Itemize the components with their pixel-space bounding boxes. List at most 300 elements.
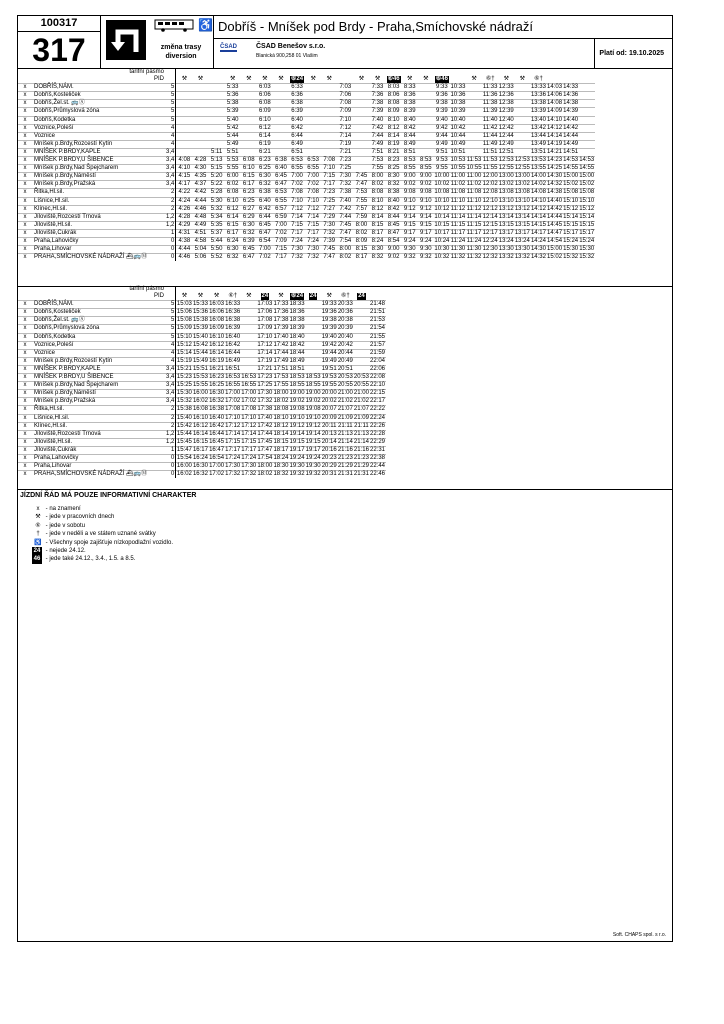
tariff-zone: 3,4 [166, 173, 175, 180]
stop-name: Mníšek p.Brdy,Rozcestí Kytín [32, 140, 166, 148]
marks-row [18, 293, 386, 301]
stop-name: Klínec,Hl.sil. [32, 205, 166, 213]
departure-time: 11:51 [482, 148, 498, 155]
departure-time: 17:12 [257, 341, 273, 348]
trip-mark-cell [305, 293, 321, 301]
departure-time: 8:23 [386, 157, 402, 165]
departure-time [241, 108, 257, 116]
departure-time: 4:28 [176, 213, 193, 221]
departure-time [579, 132, 595, 140]
on-request-mark: x [18, 406, 32, 414]
departure-time [579, 84, 595, 92]
stop-row [18, 100, 595, 108]
departure-time: 8:30 [386, 173, 402, 181]
stop-row [18, 357, 386, 365]
departure-time: 15:14 [563, 213, 579, 220]
stop-row [18, 446, 386, 454]
stop-row [18, 382, 386, 390]
on-request-mark: x [18, 189, 32, 197]
departure-time: 13:55 [530, 165, 546, 172]
trip-mark-cell [482, 76, 498, 84]
departure-time: 8:15 [353, 246, 369, 254]
departure-time: 17:10 [241, 414, 257, 421]
departure-time: 4:24 [176, 197, 193, 205]
departure-time: 6:14 [225, 213, 241, 221]
trip-mark: ⑥† [340, 293, 350, 300]
departure-time: 20:31 [321, 471, 337, 478]
departure-time: 19:36 [321, 309, 337, 316]
trip-mark: 24 [358, 293, 365, 300]
departure-time: 6:40 [273, 165, 289, 173]
departure-time [466, 148, 482, 156]
departure-time [579, 100, 595, 108]
tariff-zone: 0 [166, 454, 176, 462]
tariff-zone: 4 [166, 124, 176, 132]
departure-time: 15:49 [192, 357, 208, 364]
departure-time: 6:12 [225, 205, 241, 213]
trip-mark: 24 [261, 293, 269, 300]
departure-time: 7:00 [289, 173, 305, 181]
departure-time: 7:38 [369, 100, 385, 108]
stop-row [18, 390, 386, 398]
departure-time: 8:51 [402, 148, 418, 156]
departure-time: 22:26 [370, 422, 386, 429]
departure-time: 6:30 [257, 173, 273, 181]
tariff-zone: 5 [166, 309, 176, 317]
blank-cell [18, 293, 32, 301]
departure-time: 4:42 [192, 189, 208, 197]
departure-time: 14:25 [547, 165, 563, 172]
departure-time: 7:12 [305, 205, 321, 213]
departure-time: 6:40 [289, 116, 305, 124]
departure-time: 4:29 [176, 221, 193, 229]
departure-time: 7:08 [337, 100, 353, 108]
trip-mark: ⚒ [181, 293, 188, 300]
departure-time [305, 124, 321, 132]
departure-time: 18:53 [305, 374, 321, 381]
departure-time: 8:53 [402, 157, 418, 165]
tariff-zone: 3,4 [166, 398, 175, 405]
departure-time: 17:40 [273, 333, 289, 340]
departure-time: 16:38 [209, 406, 225, 413]
stop-name: Voznice [32, 132, 166, 140]
trip-mark-cell [176, 293, 193, 301]
departure-time: 17:17 [225, 446, 241, 453]
departure-time: 13:30 [498, 246, 514, 253]
stop-row [18, 471, 386, 479]
departure-time: 5:39 [225, 108, 241, 116]
departure-time: 16:51 [225, 365, 241, 372]
departure-time: 20:02 [321, 398, 337, 405]
departure-time [209, 124, 225, 132]
legend-text: - nejede 24.12. [44, 548, 86, 555]
departure-time: 12:44 [498, 132, 514, 139]
trip-mark-cell [257, 293, 273, 301]
departure-time: 10:10 [434, 197, 450, 204]
departure-time [209, 84, 225, 92]
on-request-mark: x [18, 390, 32, 398]
departure-time [321, 140, 337, 148]
departure-time: 10:17 [434, 229, 450, 236]
departure-time: 6:15 [241, 173, 257, 181]
departure-time [176, 140, 193, 148]
departure-time: 18:00 [257, 463, 273, 470]
on-request-mark: x [18, 349, 32, 357]
departure-time [241, 148, 257, 156]
departure-time: 21:09 [337, 414, 353, 421]
departure-time: 5:35 [209, 221, 225, 229]
stop-name: Jíloviště,Hl.sil. [32, 221, 166, 229]
departure-time: 16:10 [192, 414, 208, 421]
departure-time: 11:30 [466, 246, 482, 253]
departure-time: 17:19 [257, 357, 273, 364]
departure-time: 16:30 [192, 463, 208, 470]
departure-time: 9:02 [418, 181, 434, 189]
stop-row [18, 197, 595, 205]
departure-time: 8:30 [369, 246, 385, 254]
stop-name: Mníšek p.Brdy,Rozcestí Kytín [32, 357, 166, 365]
departure-time: 10:55 [450, 165, 466, 172]
departure-time: 11:08 [450, 189, 466, 196]
departure-time: 6:14 [257, 132, 273, 140]
departure-time: 15:40 [192, 333, 208, 340]
blank-cell [353, 286, 369, 293]
stop-row [18, 398, 386, 406]
trip-mark-cell [257, 76, 273, 84]
departure-time: 18:42 [289, 341, 305, 348]
departure-time: 22:46 [370, 471, 386, 478]
stop-row [18, 221, 595, 229]
departure-time: 15:14 [579, 213, 595, 220]
tariff-zone: 5 [166, 333, 176, 341]
departure-time: 16:03 [209, 301, 225, 308]
departure-time: 10:39 [450, 108, 466, 115]
carrier-address: Blanická 900,258 01 Vlašim [256, 53, 318, 59]
blank-cell [563, 69, 579, 76]
departure-time: 16:42 [225, 341, 241, 348]
departure-time: 17:54 [257, 454, 273, 461]
departure-time: 17:14 [225, 430, 241, 437]
departure-time: 15:25 [176, 382, 192, 389]
departure-time [305, 92, 321, 100]
departure-time [321, 116, 337, 124]
stop-name: DOBŘÍŠ,NÁM. [32, 301, 166, 309]
departure-time: 15:08 [176, 317, 192, 324]
departure-time [418, 140, 434, 148]
blank-cell [209, 69, 225, 76]
stop-name: Voznice,Poleší [32, 124, 166, 132]
departure-time: 14:54 [547, 237, 563, 244]
trip-mark: ⚒ [197, 293, 204, 300]
departure-time: 16:10 [209, 333, 225, 340]
departure-time: 10:00 [434, 173, 450, 180]
departure-time: 5:34 [209, 213, 225, 221]
departure-time: 5:40 [225, 116, 241, 124]
on-request-mark: x [18, 301, 32, 309]
departure-time [241, 100, 257, 108]
departure-time: 6:03 [257, 84, 273, 92]
departure-time: 6:25 [257, 165, 273, 173]
departure-time: 7:42 [337, 205, 353, 213]
departure-time: 7:15 [321, 173, 337, 181]
stop-row [18, 317, 386, 325]
departure-time: 13:44 [530, 132, 546, 139]
departure-time: 8:15 [369, 221, 385, 229]
blank-cell [18, 76, 32, 84]
departure-time: 6:57 [273, 205, 289, 213]
departure-time: 17:00 [241, 390, 257, 397]
on-request-mark: x [18, 333, 32, 341]
trip-mark-cell [192, 293, 208, 301]
blank-cell [166, 69, 176, 76]
departure-time: 6:54 [257, 237, 273, 245]
trip-mark: ⚒ [407, 76, 413, 83]
departure-time: 20:49 [337, 357, 353, 364]
trip-mark: ⑥46 [387, 76, 400, 83]
legend-symbol: 24 [33, 548, 41, 555]
departure-time: 15:19 [176, 357, 192, 364]
departure-time: 9:32 [418, 254, 434, 262]
departure-time: 9:02 [386, 254, 402, 262]
detour-icon [106, 20, 146, 60]
departure-time: 19:49 [321, 357, 337, 364]
tariff-zone: 3,4 [166, 382, 175, 389]
stop-name: Mníšek p.Brdy,Nad Špejcharem [32, 382, 166, 390]
departure-time: 6:39 [289, 108, 305, 116]
departure-time: 11:12 [466, 205, 482, 212]
stop-name: Dobříš,Kodetka [32, 116, 166, 124]
departure-time: 7:32 [289, 254, 305, 262]
stop-row [18, 213, 595, 221]
departure-time: 18:55 [289, 382, 305, 389]
departure-time: 8:53 [418, 157, 434, 165]
trip-mark-cell [321, 76, 337, 84]
stop-row [18, 246, 595, 254]
stop-row [18, 430, 386, 438]
departure-time: 14:10 [547, 116, 563, 123]
trip-mark-cell [498, 76, 514, 84]
departure-time: 9:49 [434, 140, 450, 148]
stop-row [18, 84, 595, 92]
tariff-zone: 0 [166, 463, 176, 471]
stop-row [18, 301, 386, 309]
tariff-zone: 3,4 [166, 157, 175, 164]
departure-time: 17:32 [225, 471, 241, 478]
stop-name: Dobříš,Kosteliček [32, 309, 166, 317]
departure-time: 19:12 [305, 422, 321, 429]
trip-mark-cell [289, 76, 305, 84]
departure-time: 16:12 [209, 341, 225, 348]
stop-row [18, 309, 386, 317]
departure-time: 16:38 [225, 317, 241, 324]
tariff-zone: 1,2 [166, 221, 175, 228]
departure-time: 15:32 [579, 254, 595, 261]
departure-time: 13:42 [530, 124, 546, 131]
departure-time: 6:47 [273, 181, 289, 189]
carrier-box [214, 39, 595, 68]
departure-time: 20:38 [337, 317, 353, 324]
departure-time: 11:32 [450, 254, 466, 261]
departure-time: 16:39 [225, 325, 241, 332]
departure-time: 5:51 [225, 148, 241, 156]
departure-time: 7:10 [305, 197, 321, 205]
stop-row [18, 124, 595, 132]
departure-time: 22:15 [370, 390, 386, 397]
departure-time: 8:19 [386, 140, 402, 148]
stop-row [18, 341, 386, 349]
departure-time: 13:53 [530, 157, 546, 164]
departure-time [514, 148, 530, 156]
trip-mark-cell [514, 76, 530, 84]
departure-time [241, 124, 257, 132]
departure-time: 9:32 [402, 254, 418, 262]
departure-time [353, 140, 369, 148]
trip-mark: 24 [309, 293, 317, 300]
departure-time: 19:12 [289, 422, 305, 429]
blank-cell [166, 293, 176, 301]
on-request-mark: x [18, 84, 32, 92]
departure-time: 11:49 [482, 140, 498, 147]
departure-time: 8:10 [369, 197, 385, 205]
departure-time: 17:15 [225, 438, 241, 445]
departure-time: 15:00 [579, 173, 595, 180]
on-request-mark: x [18, 309, 32, 317]
departure-time: 20:55 [337, 382, 353, 389]
departure-time: 15:45 [176, 438, 192, 445]
departure-time: 7:15 [305, 221, 321, 229]
departure-time: 21:13 [353, 430, 369, 437]
departure-time: 13:17 [498, 229, 514, 236]
departure-time: 7:02 [289, 181, 305, 189]
departure-time: 7:02 [273, 229, 289, 237]
departure-time: 15:02 [547, 254, 563, 261]
trip-mark: ⚒ [262, 76, 268, 83]
departure-time: 16:45 [209, 438, 225, 445]
trip-mark-cell [530, 76, 546, 84]
departure-time: 14:38 [563, 100, 579, 107]
departure-time [192, 148, 208, 156]
departure-time: 16:21 [209, 365, 225, 372]
departure-time [273, 84, 289, 92]
on-request-mark: x [18, 157, 32, 165]
on-request-mark: x [18, 124, 32, 132]
departure-time: 7:32 [321, 229, 337, 237]
departure-time: 9:15 [418, 221, 434, 229]
legend-item [32, 513, 173, 521]
departure-time: 22:24 [370, 414, 386, 421]
departure-time: 10:36 [450, 92, 466, 99]
departure-time: 21:14 [353, 438, 369, 445]
departure-time: 17:02 [241, 398, 257, 405]
tariff-zone: 1,2 [166, 438, 175, 445]
departure-time: 16:32 [209, 398, 225, 405]
departure-time: 17:03 [257, 301, 273, 308]
departure-time: 8:03 [386, 84, 402, 92]
departure-time: 20:53 [337, 374, 353, 381]
departure-time: 14:51 [563, 148, 579, 155]
on-request-mark: x [18, 430, 32, 438]
departure-time: 6:45 [257, 221, 273, 229]
departure-time: 7:08 [305, 189, 321, 197]
trip-mark: ⚒ [358, 76, 365, 83]
departure-time: 14:45 [547, 221, 563, 228]
departure-time: 17:24 [225, 454, 241, 461]
departure-time: 5:15 [209, 165, 225, 173]
on-request-mark: x [18, 205, 32, 213]
departure-time: 17:33 [273, 301, 289, 308]
departure-time: 19:02 [305, 398, 321, 405]
departure-time: 15:15 [563, 221, 579, 228]
departure-time [305, 301, 321, 309]
departure-time [353, 157, 369, 165]
departure-time: 14:55 [563, 165, 579, 172]
departure-time [273, 92, 289, 100]
departure-time: 11:02 [466, 181, 482, 188]
departure-time: 9:08 [402, 189, 418, 197]
trip-mark-cell [466, 76, 482, 84]
departure-time: 20:11 [321, 422, 337, 429]
departure-time: 21:02 [337, 398, 353, 405]
departure-time: 14:32 [530, 254, 546, 261]
departure-time: 10:38 [450, 100, 466, 107]
departure-time: 15:32 [563, 254, 579, 261]
on-request-mark: x [18, 100, 32, 108]
valid-from: Platí od: 19.10.2025 [599, 50, 664, 57]
departure-time: 12:42 [498, 124, 514, 131]
departure-time: 8:12 [369, 205, 385, 213]
on-request-mark: x [18, 246, 32, 254]
departure-time: 15:03 [176, 301, 192, 308]
departure-time: 21:55 [370, 333, 386, 340]
departure-time [579, 140, 595, 148]
departure-time: 7:08 [321, 157, 337, 165]
departure-time [514, 124, 530, 132]
departure-time: 16:00 [176, 463, 192, 470]
departure-time: 12:02 [482, 181, 498, 188]
bus-icon [154, 19, 194, 32]
departure-time: 17:44 [273, 349, 289, 356]
stop-row [18, 333, 386, 341]
trip-mark: ⚒ [326, 293, 332, 300]
departure-time: 17:12 [225, 422, 241, 429]
departure-time: 11:24 [466, 237, 482, 244]
departure-time: 5:30 [209, 197, 225, 205]
departure-time: 9:40 [434, 116, 450, 124]
on-request-mark: x [18, 438, 32, 446]
line-number: 317 [32, 32, 86, 68]
departure-time: 5:50 [209, 246, 225, 254]
departure-time: 20:44 [337, 349, 353, 356]
departure-time: 9:12 [402, 205, 418, 213]
trip-mark-cell [192, 76, 208, 84]
departure-time: 17:08 [257, 317, 273, 324]
departure-time: 17:51 [273, 365, 289, 372]
departure-time [209, 100, 225, 108]
tariff-zone: 2 [166, 189, 176, 197]
tariff-zone: 3,4 [166, 390, 175, 397]
stop-name: Voznice [32, 349, 166, 357]
departure-time: 7:27 [321, 205, 337, 213]
stop-name: Mníšek p.Brdy,Náměstí [32, 173, 166, 181]
departure-time: 11:02 [450, 181, 466, 188]
departure-time [305, 116, 321, 124]
departure-time: 19:17 [289, 446, 305, 453]
tariff-zone: 2 [166, 414, 176, 422]
departure-time: 5:42 [225, 124, 241, 132]
departure-time: 12:32 [482, 254, 498, 261]
departure-time: 20:09 [321, 414, 337, 421]
tariff-zone: 3,4 [166, 165, 175, 172]
